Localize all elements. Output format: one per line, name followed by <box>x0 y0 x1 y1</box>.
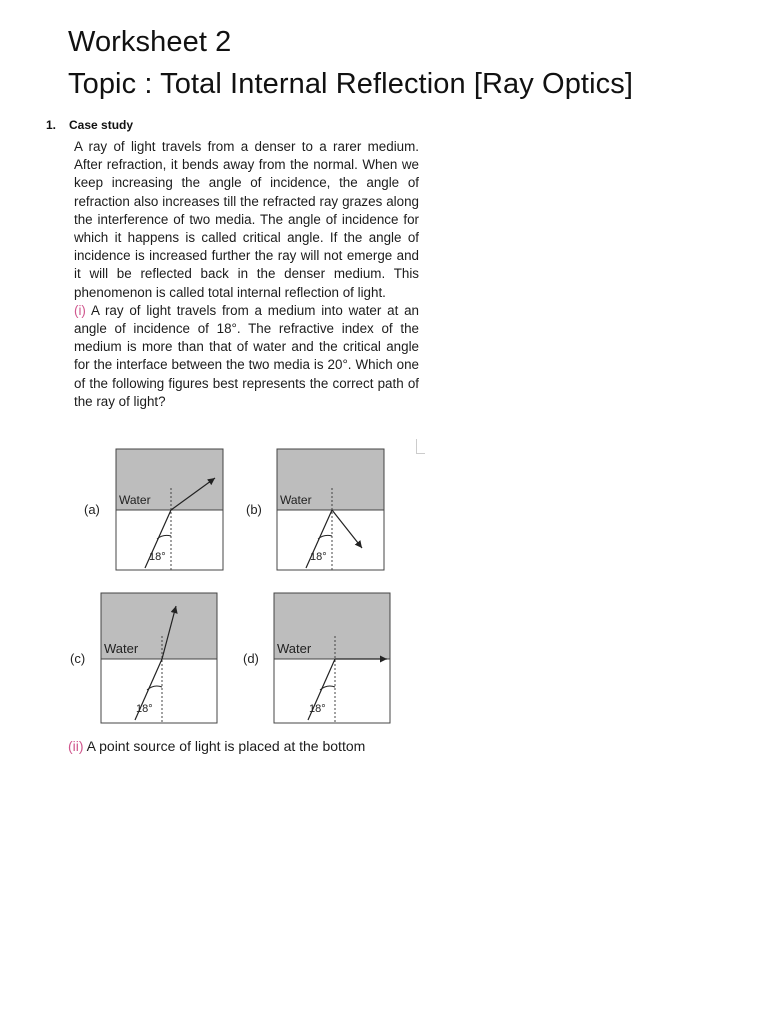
worksheet-title: Worksheet 2 <box>68 26 232 58</box>
case-study-text <box>74 138 419 411</box>
figure-b <box>276 448 386 577</box>
water-label: Water <box>277 641 312 656</box>
part-i <box>74 302 419 411</box>
option-b-label: (b) <box>246 502 262 517</box>
part-ii-label: (ii) <box>68 738 84 754</box>
figure-a <box>115 448 225 577</box>
figure-d <box>273 592 393 731</box>
part-ii-text: A point source of light is placed at the bottom <box>86 738 366 754</box>
topic-title: Topic : Total Internal Reflection [Ray Optics] <box>68 68 633 100</box>
option-c-label: (c) <box>70 651 86 666</box>
medium-region <box>116 510 223 570</box>
angle-label: 18° <box>310 551 327 563</box>
angle-label: 18° <box>149 551 166 563</box>
question-number: 1. <box>46 118 57 132</box>
water-label: Water <box>104 641 139 656</box>
figure-c <box>100 592 220 731</box>
option-a-label: (a) <box>84 502 100 517</box>
part-i-text: A ray of light travels from a medium into water at an angle of incidence of 18°. The refractive index of the medium is more than that of water and the critical angle for the interface between the two media is 20°. Which one of the following figures best represents the correct path of the ray of light? <box>74 302 419 409</box>
angle-label: 18° <box>309 703 326 715</box>
water-label: Water <box>119 493 151 507</box>
part-ii <box>68 738 365 754</box>
scan-artifact <box>416 439 425 454</box>
passage: A ray of light travels from a denser to a rarer medium. After refraction, it bends away from the normal. When we keep increasing the angle of incidence, the angle of refraction also increases till the refracted ray grazes along the interference of two media. The angle of incidence for which it happens is called critical angle. If the angle of incidence is increased further the ray will not emerge and it will be reflected back in the denser medium. This phenomenon is called total internal reflection of light. <box>74 139 419 300</box>
question-heading: Case study <box>69 118 134 132</box>
angle-label: 18° <box>136 703 153 715</box>
option-d-label: (d) <box>243 651 259 666</box>
part-i-label: (i) <box>74 302 86 318</box>
water-label: Water <box>280 493 312 507</box>
